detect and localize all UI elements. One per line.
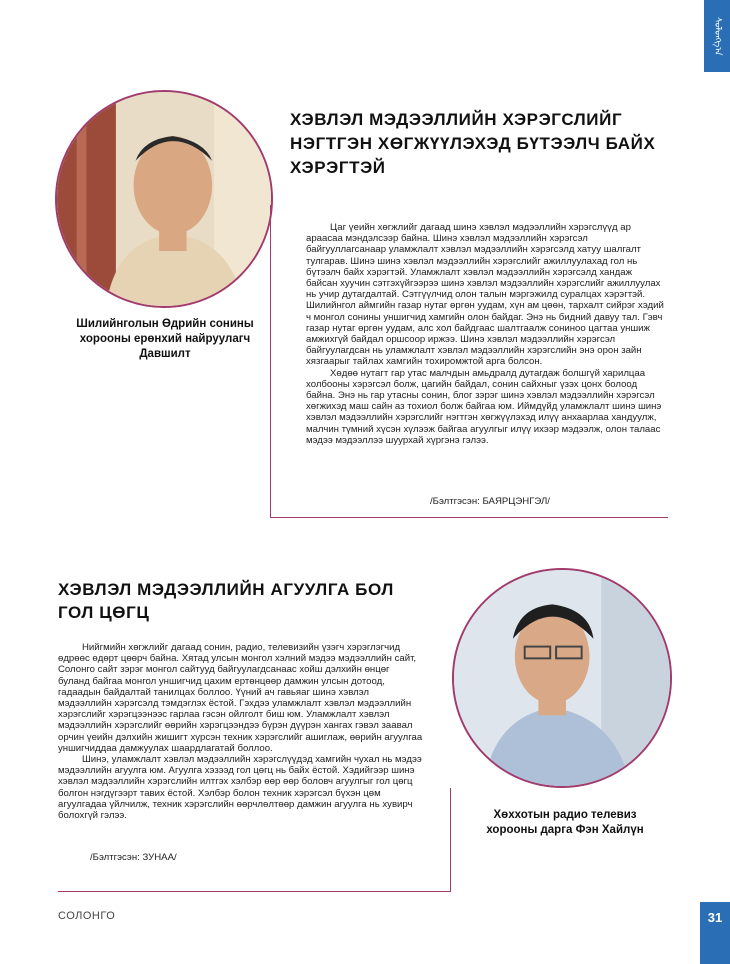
article1-paragraph: Хөдөө нутагт гар утас малчдын амьдралд дутагдаж болшгүй харилцаа холбооны хэрэгсэл болж, цагийн байдал, сонин сайхныг үзэх цонх болоод байна. Энэ нь гар утасны сонин, блог зэрэг шинэ хэвлэл мэдээллийн хэрэгсэл хөгжихэд маш сайн аз тохиол болж байгаа юм. Иймдүйд уламжлалт шинэ шинэ хэвлэл мэдээллийн хэрэгслийг нэгтгэн хөгжүүлэхэд илүү анхаарлаа хандуулж, малчин түмний хүсэн хүлээж байгаа агуулгыг илүү ихээр мэдээлж, олон талаас мэдээ мэдээллээ шуурхай хүргэнэ гэлээ.	[306, 367, 662, 446]
article2-body	[58, 642, 423, 821]
article2-divider-horizontal	[58, 891, 451, 892]
page-number: 31	[700, 902, 730, 964]
portrait-illustration-icon	[57, 92, 271, 306]
magazine-name: СОЛОНГО	[58, 910, 116, 922]
article1-title: ХЭВЛЭЛ МЭДЭЭЛЛИЙН ХЭРЭГСЛИЙГ НЭГТГЭН ХӨГЖҮҮЛЭХЭД БҮТЭЭЛЧ БАЙХ ХЭРЭГТЭЙ	[290, 110, 656, 177]
article2-divider-vertical	[450, 788, 451, 892]
article1-signature: /Бэлтгэсэн: БАЯРЦЭНГЭЛ/	[430, 496, 550, 507]
photo-caption-davshilt: Шилийнголын Өдрийн сонины хорооны ерөнхий найруулагч Давшилт	[76, 318, 254, 360]
article2-paragraph: Нийгмийн хөгжлийг дагаад сонин, радио, телевизийн үзэгч хэрэглэгчид өдрөөс өдөрт цөөрч байна. Хятад улсын монгол хэлний мэдээ мэдээллийн сайт, Солонго сайт зэрэг монгол сайтууд байгуулагдсанаас хойш дэлхийн өнцөг буланд байгаа монгол уншигчид цахим ертөнцөөр дамжин улсын дотоод, гадаадын байдалтай танилцах боллоо. Үүний ач гавьяаг шинэ хэвлэл мэдээллийн хэрэгсэлд тэмдэглэх ёстой. Гэхдээ уламжлалт хэвлэл мэдээллийн хэрэгслийг хэрэгцээнээс гарлаа гэсэн ойлголт биш юм. Уламжлалт хэвлэл мэдээллийн хэрэгслийг өөрийн хэрэгцээндээ бүрэн дүүрэн хангах гэвэл заавал орчин үеийн дэлхийн жишигт хүрсэн техник хэрэгслийг ашиглаж, өөрийн агуулгаа уншигчиддаа дамжуулах шаардлагатай боллоо.	[58, 642, 423, 754]
article2-paragraph: Шинэ, уламжлалт хэвлэл мэдээллийн хэрэгслүүдэд хамгийн чухал нь мэдээ мэдээллийн агуулга юм. Агуулга хэзээд гол цөгц нь байх ёстой. Хэдийгээр шинэ хэвлэл мэдээллийн хэрэгслийн илтгэх хэлбэр өөр өөр боловч агуулгыг гол цөгц болгон нэгдүгээрт тавих ёстой. Хэлбэр болон техник хэрэгсэл бүхэн цөм агуулгадаа үйлчилж, техник хэрэгслийн өөрчлөлтөөр дамжин агуулга нь хувирч болохгүй гэлээ.	[58, 754, 422, 822]
magazine-side-tab: ᠰᠣᠯᠣᠩᠭ᠎ᠠ	[704, 0, 730, 72]
article1-divider-horizontal	[270, 517, 668, 518]
portrait-illustration-icon	[454, 570, 670, 786]
portrait-photo-davshilt	[55, 90, 273, 308]
article1-paragraph: Цаг үеийн хөгжлийг дагаад шинэ хэвлэл мэдээллийн хэрэгслүүд ар араасаа мэндэлсээр байна. Шинэ хэвлэл мэдээллийн хэрэгсэл байгууллагсанаар уламжлалт хэвлэл мэдээллийн хэрэгсэлд хатуу шалгалт тулгарав. Шинэ шинэ хэвлэл мэдээллийн хэрэгслийг ажиллуулахад гол нь бүтээлч байх хэрэгтэй. Уламжлалт хэвлэл мэдээллийн хэрэгсэлд хандаж байсан хуучин сэтгэхүйгээрээ шинэ хэвлэл мэдээллийн хэрэгслийг ажиллуулах нь учир дутагдалтай. Сэтгүүлчид олон талын мэргэжилд суралцах хэрэгтэй. Шилийнгол аймгийн газар нутаг өргөн уудам, хүн ам цөөн, тархалт сийрэг хэдий ч монгол сонины уншигчид хамгийн олон байдаг. Энэ нь бидний давуу тал. Гэвч газар нутаг өргөн уудам, алс хол байдгаас шалтгаалж сониноо цагтаа уншиж амжихгүй байдал оршсоор иржээ. Шинэ хэвлэл мэдээллийн хэрэгсэл байгуулагдсан нь уламжлалт хэвлэл мэдээллийн хэрэгслийн энэ орон зайн хязгаарыг тайлах хамгийн тохиромжтой арга болсон.	[306, 222, 664, 368]
photo-caption-fen-hailun: Хөххотын радио телевиз хорооны дарга Фэн Хайлүн	[486, 809, 644, 836]
article1-divider-vertical	[270, 205, 271, 518]
portrait-photo-fen-hailun	[452, 568, 672, 788]
article2-title: ХЭВЛЭЛ МЭДЭЭЛЛИЙН АГУУЛГА БОЛ ГОЛ ЦӨГЦ	[58, 580, 394, 622]
article1-body	[306, 222, 666, 446]
article2-signature: /Бэлтгэсэн: ЗУНАА/	[90, 852, 177, 863]
